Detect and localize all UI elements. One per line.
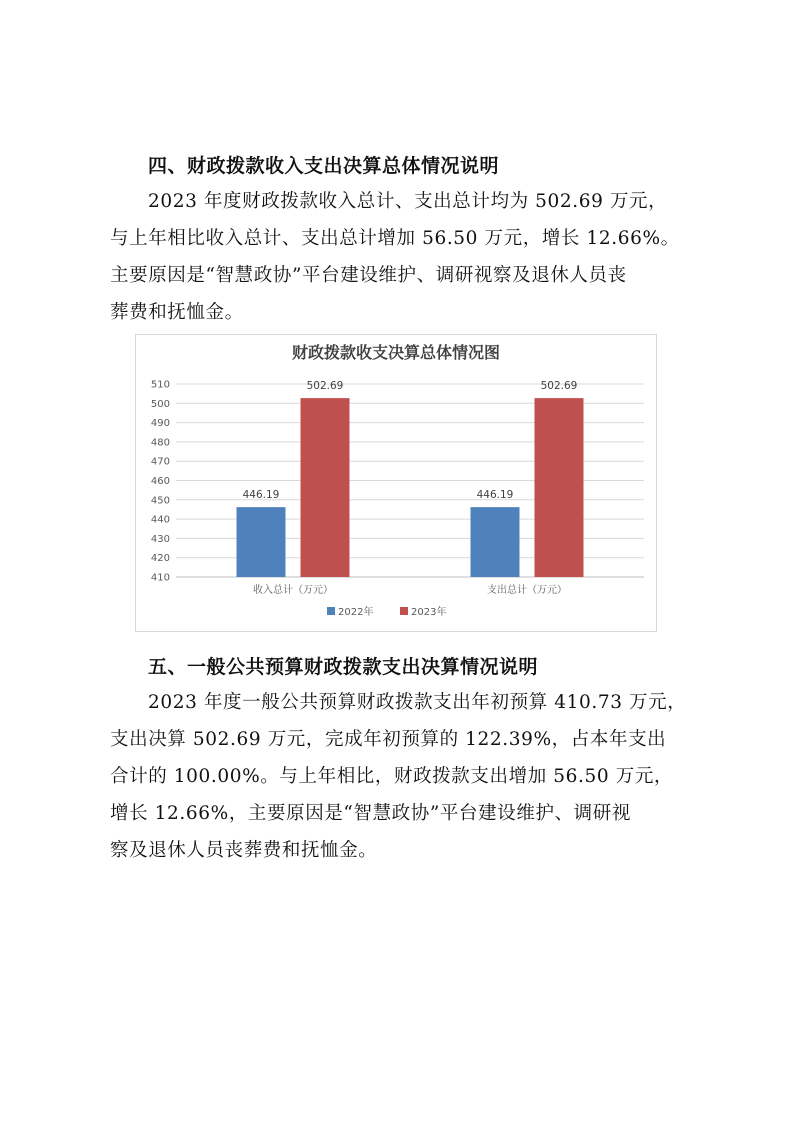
y-tick-label: 480 xyxy=(150,437,170,449)
legend-label: 2023年 xyxy=(411,607,447,618)
x-category-label: 支出总计（万元） xyxy=(487,585,567,596)
bar xyxy=(471,507,520,577)
y-tick-label: 510 xyxy=(150,379,170,391)
section5-line-2: 支出决算 502.69 万元，完成年初预算的 122.39%，占本年支出 xyxy=(110,729,667,750)
y-tick-label: 490 xyxy=(150,418,170,430)
section4-line-3: 主要原因是“智慧政协”平台建设维护、调研视察及退休人员丧 xyxy=(110,265,627,286)
bar-value-label: 446.19 xyxy=(476,489,514,502)
chart-x-axis xyxy=(253,583,567,596)
bar xyxy=(535,398,584,577)
chart-canvas xyxy=(136,335,656,631)
y-tick-label: 460 xyxy=(150,476,170,487)
y-tick-label: 410 xyxy=(150,572,170,584)
chart-data-labels xyxy=(243,380,578,501)
y-tick-label: 470 xyxy=(150,456,170,468)
section4-line-4: 葬费和抚恤金。 xyxy=(110,302,244,323)
chart-title: 财政拨款收支决算总体情况图 xyxy=(291,343,501,362)
section5-line-4: 增长 12.66%，主要原因是“智慧政协”平台建设维护、调研视 xyxy=(110,803,631,824)
y-tick-label: 500 xyxy=(150,398,170,410)
bar xyxy=(237,507,286,577)
bar-value-label: 502.69 xyxy=(540,380,578,393)
section5-line-3: 合计的 100.00%。与上年相比，财政拨款支出增加 56.50 万元， xyxy=(110,766,674,787)
section5-heading: 五、一般公共预算财政拨款支出决算情况说明 xyxy=(148,656,539,678)
y-tick-label: 450 xyxy=(150,495,170,507)
y-tick-label: 420 xyxy=(150,553,170,565)
section4-line-1: 2023 年度财政拨款收入总计、支出总计均为 502.69 万元， xyxy=(148,191,668,212)
legend-swatch xyxy=(327,607,335,615)
section5-line-5: 察及退休人员丧葬费和抚恤金。 xyxy=(110,840,378,861)
section5-paragraph xyxy=(110,684,690,869)
chart-legend xyxy=(327,605,446,618)
bar-value-label: 446.19 xyxy=(242,489,280,502)
y-tick-label: 440 xyxy=(150,514,170,526)
section4-line-2: 与上年相比收入总计、支出总计增加 56.50 万元，增长 12.66%。 xyxy=(110,228,680,249)
bar xyxy=(301,398,350,577)
x-category-label: 收入总计（万元） xyxy=(253,585,333,596)
legend-label: 2022年 xyxy=(338,607,374,618)
section5-line-1: 2023 年度一般公共预算财政拨款支出年初预算 410.73 万元， xyxy=(148,692,687,713)
chart-bars xyxy=(237,398,584,577)
bar-value-label: 502.69 xyxy=(306,380,344,393)
chart-y-axis xyxy=(151,380,170,584)
y-tick-label: 430 xyxy=(150,533,170,545)
legend-swatch xyxy=(400,607,408,615)
income-expense-chart xyxy=(135,334,657,632)
section4-paragraph xyxy=(110,183,690,331)
section4-heading: 四、财政拨款收入支出决算总体情况说明 xyxy=(148,155,500,177)
